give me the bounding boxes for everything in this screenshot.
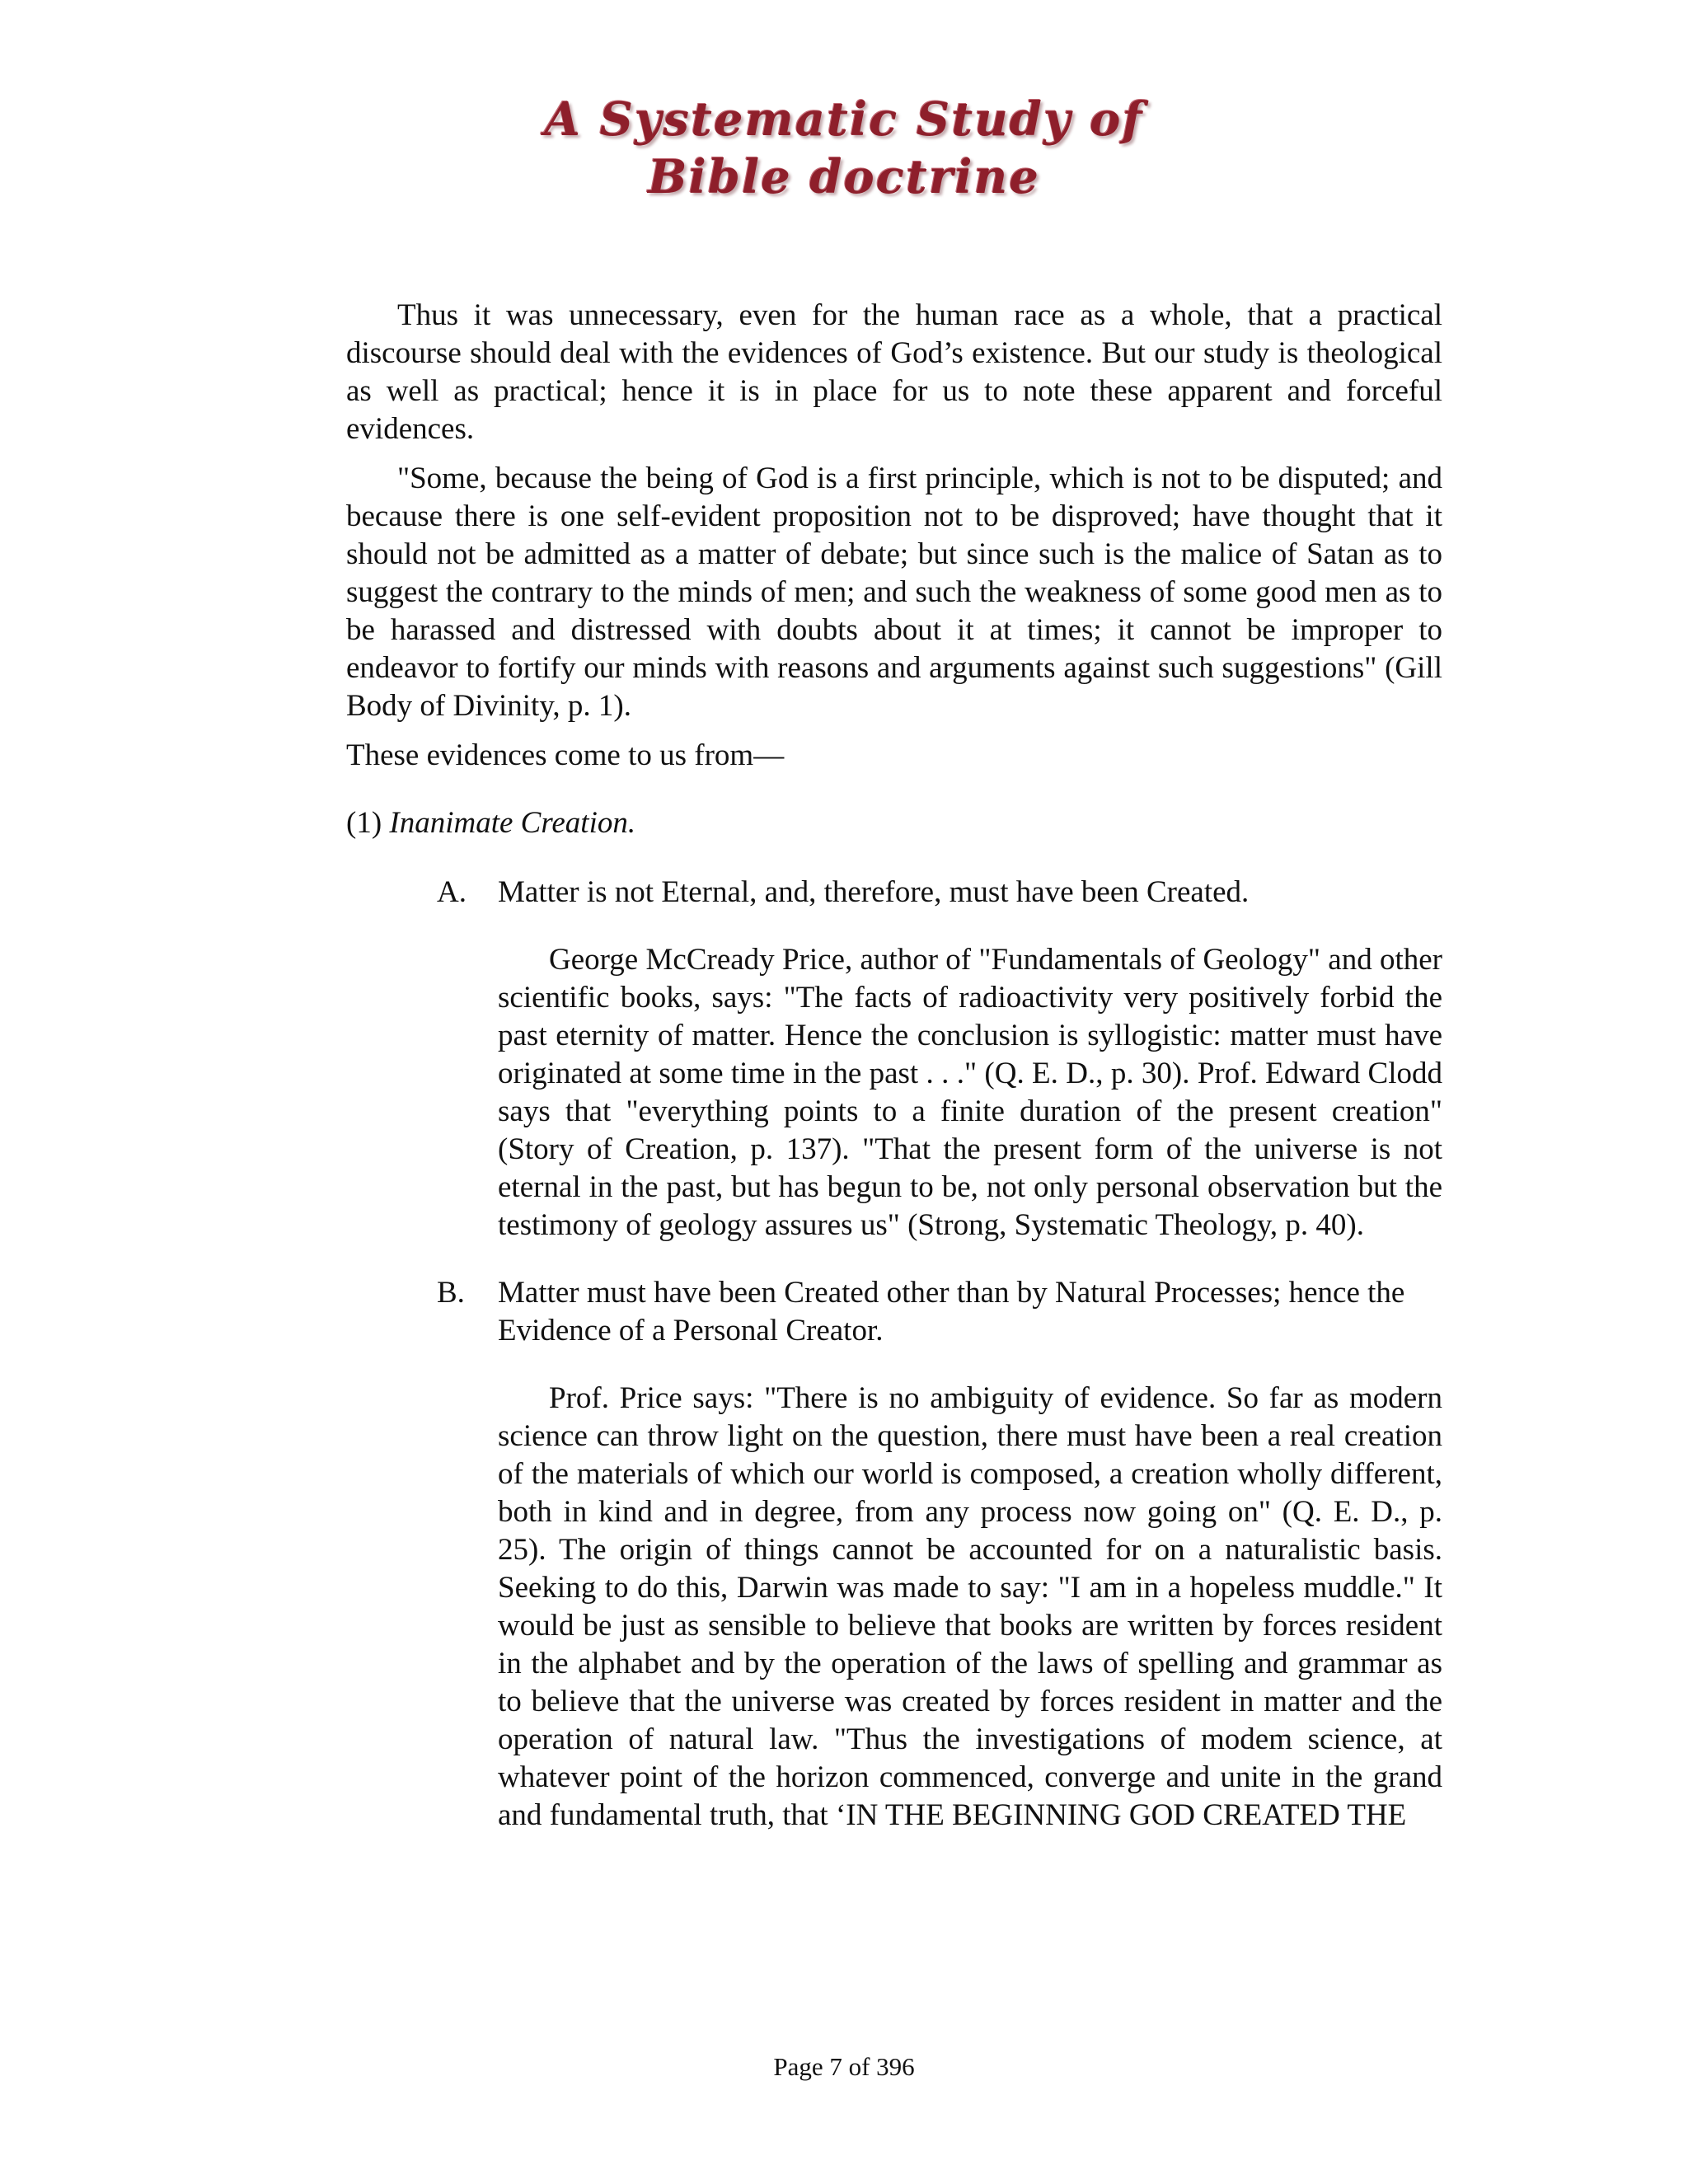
- quote-block-a: George McCready Price, author of "Fundamentals of Geology" and other scientific books, says: "The facts of radioactivity very positively forbid the past eternity of matter. Hence the conclusion is syllogistic: matter must have originated at some time in the past . . ." (Q. E. D., p. 30). Prof. Edward Clodd says that "everything points to a finite duration of the present creation" (Story of Creation, p. 137). "That the present form of the universe is not eternal in the past, but has begun to be, not only personal observation but the testimony of geology assures us" (Strong, Systematic Theology, p. 40).: [498, 943, 1442, 1242]
- section-heading: [346, 804, 1442, 842]
- section-title: Inanimate Creation.: [389, 806, 636, 840]
- paragraph-evidences-lead: These evidences come to us from—: [346, 738, 785, 772]
- paragraph-gill-quote: "Some, because the being of God is a first principle, which is not to be disputed; and because there is one self-evident proposition not to be disproved; have thought that it should not be admitted as a matter of debate; but since such is the malice of Satan as to suggest the contrary to the minds of men; and such the weakness of some good men as to be harassed and distressed with doubts about it at times; it cannot be improper to endeavor to fortify our minds with reasons and arguments against such suggestions" (Gill Body of Divinity, p. 1).: [346, 462, 1442, 723]
- logo-line-2: Bible doctrine: [648, 150, 1040, 204]
- list-item-b-text: Matter must have been Created other than by Natural Processes; hence the Evidence of a Personal Creator.: [498, 1276, 1405, 1347]
- page-number: Page 7 of 396: [773, 2052, 915, 2081]
- logo-line-1: A Systematic Study of: [544, 92, 1144, 147]
- list-item-a: [346, 874, 1442, 912]
- quote-block-b: Prof. Price says: "There is no ambiguity of evidence. So far as modern science can throw light on the question, there must have been a real creation of the materials of which our world is composed, a creation wholly different, both in kind and in degree, from any process now going on" (Q. E. D., p. 25). The origin of things cannot be accounted for on a naturalistic basis. Seeking to do this, Darwin was made to say: "I am in a hopeless muddle." It would be just as sensible to believe that books are written by forces resident in the alphabet and by the operation of the laws of spelling and grammar as to believe that the universe was created by forces resident in matter and the operation of natural law. "Thus the investigations of modem science, at whatever point of the horizon commenced, converge and unite in the grand and fundamental truth, that ‘IN THE BEGINNING GOD CREATED THE: [498, 1381, 1442, 1832]
- list-letter-b: B.: [437, 1276, 465, 1310]
- list-letter-a: A.: [437, 875, 467, 909]
- section-number: (1): [346, 806, 382, 840]
- book-title-logo: [0, 91, 1688, 206]
- list-item-b: [346, 1274, 1442, 1350]
- page-body: [346, 297, 1442, 1864]
- paragraph-intro: Thus it was unnecessary, even for the human race as a whole, that a practical discourse should deal with the evidences of God’s existence. But our study is theological as well as practical; hence it is in place for us to note these apparent and forceful evidences.: [346, 298, 1442, 446]
- list-item-a-text: Matter is not Eternal, and, therefore, must have been Created.: [498, 875, 1250, 909]
